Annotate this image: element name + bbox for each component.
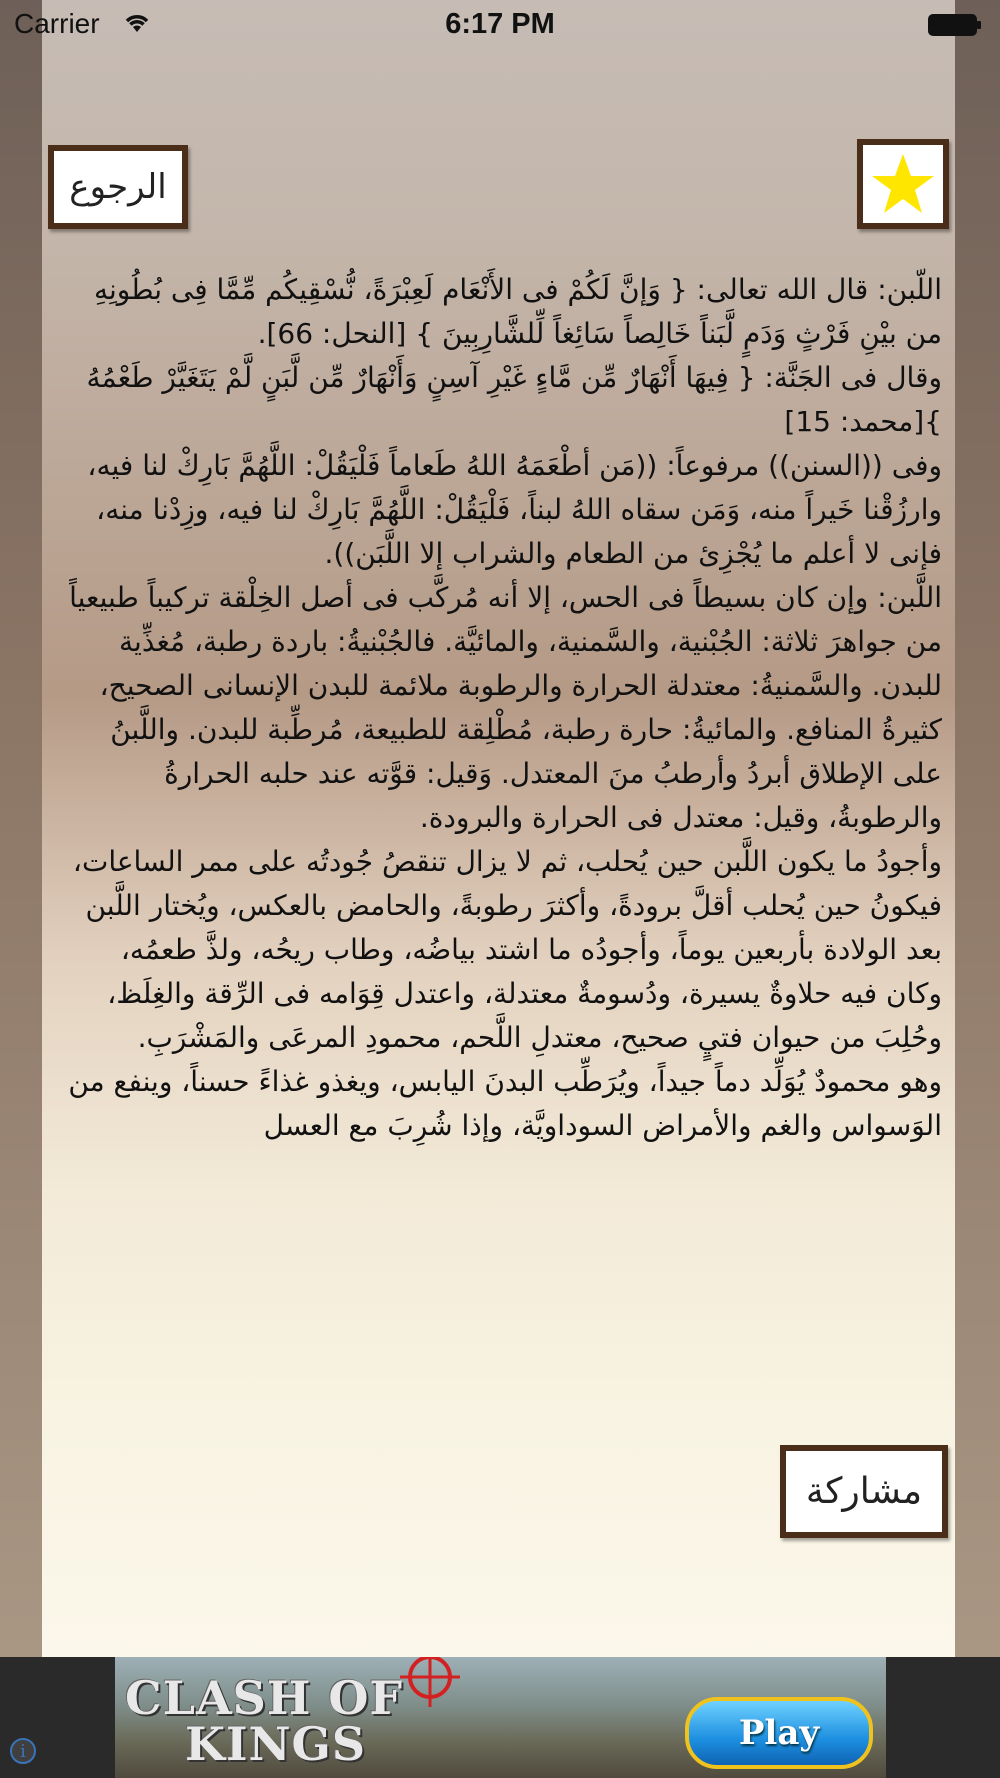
left-border bbox=[0, 0, 42, 1657]
ad-play-label: Play bbox=[738, 1713, 820, 1753]
article-paragraph: اللَّبن: قال الله تعالى: { وَإنَّ لَكُمْ فى الأَنْعَام لَعِبْرَةً، نُّسْقِيكُم مِّمَّا فِى بُطُونِهِ من بيْنِ فَرْثٍ وَدَمٍ لَّبَناً خَالِصاً سَائِغاً لِّلشَّارِبِينَ } [النحل: 66]. bbox=[93, 273, 942, 350]
star-icon bbox=[870, 152, 936, 216]
ad-brand-line2: KINGS bbox=[185, 1717, 367, 1771]
ad-play-button[interactable] bbox=[685, 1697, 873, 1769]
article-paragraph: اللَّبن: وإن كان بسيطاً فى الحس، إلا أنه مُركَّب فى أصل الخِلْقة تركيباً طبيعياً من جواهرَ ثلاثة: الجُبْنية، والسَّمنية، والمائيَّة. فالجُبْنيةُ: باردة رطبة، مُغذِّية للبدن. والسَّمنيةُ: معتدلة الحرارة والرطوبة ملائمة للبدن الإنسانى الصحيح، كثيرةُ المنافع. والمائيةُ: حارة رطبة، مُطْلِقة للطبيعة، مُرطِّبة للبدن. واللَّبنُ على الإطلاق أبردُ وأرطبُ منَ المعتدل. وَقيل: قوَّته عند حلبه الحرارةُ والرطوبةُ، وقيل: معتدل فى الحرارة والبرودة. bbox=[69, 581, 942, 834]
carrier-label: Carrier bbox=[14, 8, 100, 39]
share-button-label: مشاركة bbox=[805, 1471, 923, 1512]
battery-icon bbox=[928, 14, 982, 36]
ad-image[interactable] bbox=[115, 1657, 886, 1778]
info-icon[interactable]: i bbox=[10, 1738, 36, 1764]
article-paragraph: وقال فى الجَنَّة: { فِيهَا أَنْهَارٌ مِّن مَّاءٍ غَيْرِ آسِنٍ وَأَنْهَارٌ مِّن لَّبَنٍ لَّمْ يَتَغَيَّرْ طَعْمُهُ }[محمد: 15] bbox=[86, 361, 942, 438]
back-button-label: الرجوع bbox=[69, 167, 167, 207]
ad-banner[interactable] bbox=[0, 1657, 1000, 1778]
crosshair-icon bbox=[400, 1657, 460, 1707]
clock-time: 6:17 PM bbox=[445, 8, 555, 40]
article-text bbox=[62, 268, 942, 1168]
right-border bbox=[955, 0, 1000, 1657]
article-paragraph: وهو محمودٌ يُوَلِّد دماً جيداً، ويُرَطِّب البدنَ اليابس، ويغذو غذاءً حسناً، وينفع من الوَسواس والغم والأمراض السوداويَّة، وإذا شُرِبَ مع العسل bbox=[68, 1065, 942, 1142]
back-button[interactable] bbox=[48, 145, 188, 229]
ad-brand-line1: CLASH OF bbox=[125, 1671, 404, 1725]
status-bar bbox=[0, 0, 1000, 50]
article-paragraph: وفى ((السنن)) مرفوعاً: ((مَن أطْعَمَهُ اللهُ طَعاماً فَلْيَقُلْ: اللَّهُمَّ بَارِكْ لنا فيه، وارزُقْنا خَيراً منه، وَمَن سقاه اللهُ لبناً، فَلْيَقُلْ: اللَّهُمَّ بَارِكْ لنا فيه، وزِدْنا منه، فإنى لا أعلم ما يُجْزِئ من الطعام والشراب إلا اللَّبَن)). bbox=[87, 449, 942, 570]
article-paragraph: وأجودُ ما يكون اللَّبن حين يُحلب، ثم لا يزال تنقصُ جُودتُه على ممر الساعات، فيكونُ حين يُحلب أقلَّ برودةً، وأكثرَ رطوبةً، والحامض بالعكس، ويُختار اللَّبن بعد الولادة بأربعين يوماً، وأجودُه ما اشتد بياضُه، وطاب ريحُه، ولذَّ طعمُه، وكان فيه حلاوةٌ يسيرة، ودُسومةٌ معتدلة، واعتدل قِوَامه فى الرِّقة والغِلَظ، وحُلِبَ من حيوان فتيٍ صحيح، معتدلِ اللَّحم، محمودِ المرعَى والمَشْرَبِ. bbox=[72, 845, 942, 1054]
share-button[interactable] bbox=[780, 1445, 948, 1538]
ad-brand-logo bbox=[125, 1671, 404, 1771]
favorite-button[interactable] bbox=[857, 139, 949, 229]
